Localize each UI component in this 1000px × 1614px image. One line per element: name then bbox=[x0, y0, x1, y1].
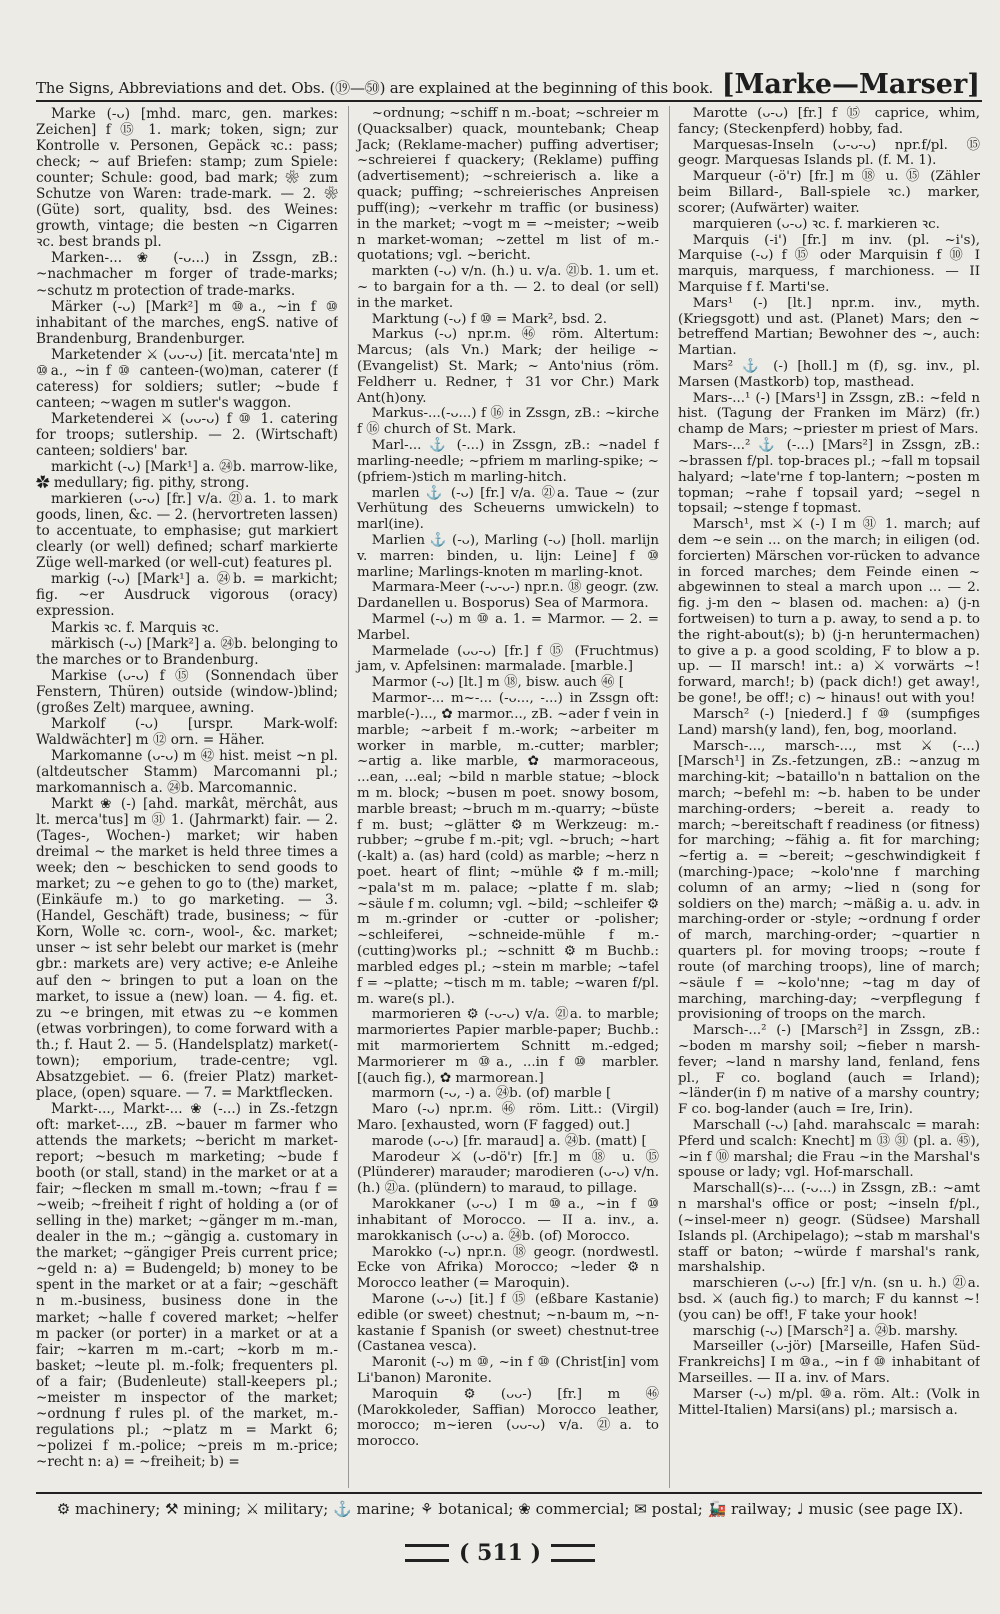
dictionary-entry: Marmelade (ᴗᴗ-ᴗ) [fr.] f ⑮ (Fruchtmus) jam, v. Apfelsinen: marmalade. [marble.] bbox=[357, 643, 659, 675]
dictionary-entry: Markolf (-ᴗ) [urspr. Mark-wolf: Waldwächter] m ⑫ orn. = Häher. bbox=[36, 715, 338, 748]
dictionary-entry: Marser (-ᴗ) m/pl. ⑩a. röm. Alt.: (Volk in Mittel-Italien) Marsi(ans) pl.; marsisch a. bbox=[678, 1386, 980, 1418]
dictionary-entry: Markus (-ᴗ) npr.m. ㊻ röm. Altertum: Marcus; (als Vn.) Mark; der heilige ~ (Evangelist) St. Mark; ~ Anto'nius (röm. Feldherr u. Redner, † 31 vor Chr.) Mark Ant(h)ony. bbox=[357, 327, 659, 406]
dictionary-entry: Mars² ⚓ (-) [holl.] m (f), sg. inv., pl. Marsen (Mastkorb) top, masthead. bbox=[678, 359, 980, 390]
dictionary-entry: Marsch-...² (-) [Marsch²] in Zssgn, zB.: ~boden m marshy soil; ~fieber n marsh-fever; ~land n marshy land, fenland, fens pl., F co. bogland (auch = Irland); ~länder(in f) m native of a marshy country; F co. bog-lander (auch = Ire, Irin). bbox=[678, 1023, 980, 1118]
dictionary-entry: marschieren (ᴗ-ᴗ) [fr.] v/n. (sn u. h.) ㉑a. bsd. ⚔ (auch fig.) to march; F du kannst ~! (you can) be off!, F take your hook! bbox=[678, 1276, 980, 1323]
dictionary-entry: marmorieren ⚙ (-ᴗ-ᴗ) v/a. ㉑a. to marble; marmoriertes Papier marble-paper; Buchb.: mit marmoriertem Schnitt m.-edged; Marmorierer m ⑩a., ...in f ⑩ marbler. [(auch fig.), ✿ marmorean.] bbox=[357, 1007, 659, 1086]
running-head: [Marke—Marser] bbox=[721, 69, 980, 100]
dictionary-entry: Marmor (-ᴗ) [lt.] m ⑱, bisw. auch ㊻ [ bbox=[371, 675, 624, 691]
page-number-block bbox=[0, 1540, 1000, 1566]
dictionary-entry: Marschall(s)-... (-ᴗ...) in Zssgn, zB.: ~amt n marshal's office or post; ~inseln f/pl., (~insel-meer n) geogr. (Südsee) Marshall Islands pl. (Archipelago); ~stab m marshal's staff or baton; ~würde f marshal's rank, marshalship. bbox=[678, 1181, 980, 1276]
page-header bbox=[36, 66, 980, 100]
dictionary-entry: Marktung (-ᴗ) f ⑩ = Mark², bsd. 2. bbox=[371, 311, 608, 327]
dictionary-entry: Marmor-... m~-... (-ᴗ..., -...) in Zssgn oft: marble(-)..., ✿ marmor..., zB. ~ader f vein in marble; ~arbeit f m.-work; ~arbeiter m worker in marble, m.-cutter; marbler; ~artig a. like marble, ✿ marmoraceous, ...ean, ...eal; ~bild n marble statue; ~block m m. block; ~busen m poet. snowy bosom, marble breast; ~bruch m m.-quarry; ~büste f m. bust; ~glätter ⚙ m Werkzeug: m.-rubber; ~grube f m.-pit; vgl. ~bruch; ~hart (-kalt) a. (as) hard (cold) as marble; ~herz n poet. heart of flint; ~mühle ⚙ f m.-mill; ~pala'st m m. palace; ~platte f m. slab; ~säule f m. column; vgl. ~bild; ~schleifer ⚙ m m.-grinder or -cutter or -polisher; ~schleiferei, ~schneide-mühle f m.-(cutting)works pl.; ~schnitt ⚙ m Buchb.: marbled edges pl.; ~stein m marble; ~tafel f = ~platte; ~tisch m m. table; ~waren f/pl. m. ware(s pl.). bbox=[357, 691, 659, 1007]
dictionary-entry: märkisch (-ᴗ) [Mark²] a. ㉔b. belonging to the marches or to Brandenburg. bbox=[36, 635, 338, 668]
dictionary-entry: Maronit (-ᴗ) m ⑩, ~in f ⑩ (Christ[in] vom Li'banon) Maronite. bbox=[357, 1355, 659, 1386]
dictionary-entry: Marotte (ᴗ-ᴗ) [fr.] f ⑮ caprice, whim, fancy; (Steckenpferd) hobby, fad. bbox=[678, 106, 980, 137]
dictionary-entry: Märker (-ᴗ) [Mark²] m ⑩a., ~in f ⑩ inhabitant of the marches, engS. native of Brandenburg, Brandenburger. bbox=[36, 298, 338, 347]
dictionary-entry: Markus-...(-ᴗ...) f ⑯ in Zssgn, zB.: ~kirche f ⑯ church of St. Mark. bbox=[357, 406, 659, 438]
text-columns bbox=[36, 106, 980, 1488]
dictionary-entry: Markt-..., Markt-... ❀ (-...) in Zs.-fetzgn oft: market-..., zB. ~bauer m farmer who attends the markets; ~bericht m market-report; ~besuch m marketing; ~bude f booth (or stall, stand) in the market or at a fair; ~flecken m small m.-town; ~frau f = ~weib; ~freiheit f right of holding a (or of selling in the) market; ~gänger m m.-man, dealer in the m.; ~gängig a. customary in the market; ~gängiger Preis current price; ~geld n: a) = Budengeld; b) money to be spent in the market or at a fair; ~geschäft n m.-business, business done in the market; ~halle f covered market; ~helfer m packer (or porter) in a market or at a fair; ~karren m m.-cart; ~korb m m.-basket; ~leute pl. m.-folk; frequenters pl. of a fair; (Budenleute) stall-keepers pl.; ~meister m inspector of the market; ~ordnung f rules pl. of the market, m.-regulations pl.; ~platz m = Markt 6; ~polizei f m.-police; ~preis m m.-price; ~recht n: a) = ~freiheit; b) = bbox=[36, 1100, 338, 1470]
ornament-left bbox=[405, 1544, 449, 1562]
legend-text: ⚙ machinery; ⚒ mining; ⚔ military; ⚓ marine; ⚘ botanical; ❀ commercial; ✉ postal; 🚂 railway; ♩ music (see page IX). bbox=[56, 1500, 964, 1518]
abbreviations-note: The Signs, Abbreviations and det. Obs. (⑲—㊿) are explained at the beginning of this book. bbox=[36, 79, 714, 97]
dictionary-entry: Marke (-ᴗ) [mhd. marc, gen. markes: Zeichen] f ⑮ 1. mark; token, sign; zur Kontrolle v. Personen, Gepäck ꝛc.: pass; check; ~ auf Briefen: stamp; zum Spiele: counter; Schule: good, bad mark; ❀ zum Schutze von Waren: trade-mark. — 2. ❀ (Güte) sort, quality, bsd. des Weines: growth, vintage; die besten ~n Cigarren ꝛc. best brands pl. bbox=[36, 106, 338, 251]
column-1 bbox=[36, 106, 338, 1488]
dictionary-entry: Mars¹ (-) [lt.] npr.m. inv., myth. (Kriegsgott) und ast. (Planet) Mars; den ~ betreffend Martian; Bewohner des ~, auch: Martian. bbox=[678, 295, 980, 359]
dictionary-entry: Marsch-..., marsch-..., mst ⚔ (-...) [Marsch¹] in Zs.-fetzungen, zB.: ~anzug m marching-kit; ~bataillo'n n battalion on the march; ~befehl m: ~b. haben to be under marching-orders; ~bereit a. ready to march; ~bereitschaft f readiness (or fitness) for marching; ~fähig a. fit for marching; ~fertig a. = ~bereit; ~geschwindigkeit f (marching-)pace; ~kolo'nne f marching column of an army; ~lied n (song for soldiers on the) march; ~mäßig a. u. adv. in marching-order or -style; ~ordnung f order of march, marching-order; ~quartier n quarters pl. for moving troops; ~route f route (of marching troops), line of march; ~säule f = ~kolo'nne; ~tag m day of marching, marching-day; ~verpflegung f provisioning of troops on the march. bbox=[678, 738, 980, 1023]
dictionary-entry: Marketenderei ⚔ (ᴗᴗ-ᴗ) f ⑩ 1. catering for troops; sutlership. — 2. (Wirtschaft) canteen; soldiers' bar. bbox=[36, 410, 338, 459]
dictionary-entry: Marsch² (-) [niederd.] f ⑩ (sumpfiges Land) marsh(y land), fen, bog, moorland. bbox=[678, 706, 980, 738]
column-3 bbox=[669, 106, 980, 1488]
dictionary-entry: Marokko (-ᴗ) npr.n. ⑱ geogr. (nordwestl. Ecke von Afrika) Morocco; ~leder ⚙ n Morocco leather (= Maroquin). bbox=[357, 1244, 659, 1292]
dictionary-entry: marode (ᴗ-ᴗ) [fr. maraud] a. ㉔b. (matt) [ bbox=[371, 1133, 647, 1149]
dictionary-entry: Marsch¹, mst ⚔ (-) I m ㉛ 1. march; auf dem ~e sein ... on the march; in eiligen (od. forcierten) Märschen vor-rücken to advance in forced marches; dem Feinde einen ~ abgewinnen to steal a march upon ... — 2. fig. j-m den ~ blasen od. machen: a) (j-n fortweisen) to turn a p. away, to send a p. to the right-about(s); b) (j-n heruntermachen) to give a p. a good scolding, F to blow a p. up. — II marsch! int.: a) ⚔ vorwärts ~! forward, march!; b) (pack dich!) get away!, be gone!, be off!; c) ~ hinaus! out with you! bbox=[678, 517, 980, 707]
dictionary-entry: Mars-...² ⚓ (-...) [Mars²] in Zssgn, zB.: ~brassen f/pl. top-braces pl.; ~fall m topsail halyard; ~late'rne f top-lantern; ~posten m topman; ~rahe f topsail yard; ~segel n topsail; ~stenge f topmast. bbox=[678, 438, 980, 517]
symbol-legend bbox=[40, 1500, 980, 1518]
dictionary-entry: marmorn (-ᴗ, -) a. ㉔b. (of) marble [ bbox=[371, 1086, 612, 1102]
dictionary-entry: Marodeur ⚔ (ᴗ-dö'r) [fr.] m ⑱ u. ⑮ (Plünderer) marauder; marodieren (ᴗ-ᴗ) v/n. (h.) ㉑a. (plündern) to maraud, to pillage. bbox=[357, 1149, 659, 1197]
dictionary-entry: markig (-ᴗ) [Mark¹] a. ㉔b. = markicht; fig. ~er Ausdruck vigorous (oracy) expression. bbox=[36, 571, 338, 620]
dictionary-entry: Marmel (-ᴗ) m ⑩ a. 1. = Marmor. — 2. = Marbel. bbox=[357, 612, 659, 643]
dictionary-entry: Marketender ⚔ (ᴗᴗ-ᴗ) [it. mercata'nte] m ⑩a., ~in f ⑩ canteen-(wo)man, caterer (f cateress) for soldiers; sutler; ~bude f canteen; ~wagen m sutler's waggon. bbox=[36, 346, 338, 411]
ornament-right bbox=[551, 1544, 595, 1562]
dictionary-entry: marschig (-ᴗ) [Marsch²] a. ㉔b. marshy. bbox=[692, 1323, 958, 1339]
dictionary-entry: Marseiller (ᴗ-jör) [Marseille, Hafen Süd-Frankreichs] I m ⑩a., ~in f ⑩ inhabitant of Marseilles. — II a. inv. of Mars. bbox=[678, 1339, 980, 1386]
dictionary-entry: Markise (ᴗ-ᴗ) f ⑮ (Sonnendach über Fenstern, Thüren) outside (window-)blind; (großes Zelt) marquee, awning. bbox=[36, 667, 338, 716]
dictionary-entry: Marqueur (-ö'r) [fr.] m ⑱ u. ⑮ (Zähler beim Billard-, Ball-spiele ꝛc.) marker, scorer; (Aufwärter) waiter. bbox=[678, 169, 980, 216]
dictionary-entry: Marokkaner (ᴗ-ᴗ) I m ⑩a., ~in f ⑩ inhabitant of Morocco. — II a. inv., a. marokkanisch (ᴗ-ᴗ) a. ㉔b. (of) Morocco. bbox=[357, 1197, 659, 1244]
column-2 bbox=[348, 106, 659, 1488]
dictionary-entry: markieren (ᴗ-ᴗ) [fr.] v/a. ㉑a. 1. to mark goods, linen, &c. — 2. (hervortreten lassen) to accentuate, to emphasise; gut markiert clearly (or well) defined; scharf markierte Züge well-marked (or well-cut) features pl. bbox=[36, 491, 338, 572]
dictionary-entry: marlen ⚓ (-ᴗ) [fr.] v/a. ㉑a. Taue ~ (zur Verhütung des Scheuerns umwickeln) to marl(ine). bbox=[357, 485, 659, 533]
dictionary-entry: ~ordnung; ~schiff n m.-boat; ~schreier m (Quacksalber) quack, mountebank; Cheap Jack; (Reklame-macher) puffing advertiser; ~schreierei f quackery; (Reklame) puffing (advertisement); ~schreierisch a. like a quack; puffing; ~schreierisches Anpreisen puff(ing); ~verkehr m traffic (or business) in the market; ~vogt m = ~meister; ~weib n market-woman; ~zettel m list of m.-quotations; vgl. ~bericht. bbox=[357, 106, 659, 264]
dictionary-entry: Mars-...¹ (-) [Mars¹] in Zssgn, zB.: ~feld n hist. (Tagung der Franken im März) (fr.) champ de Mars; ~priester m priest of Mars. bbox=[678, 390, 980, 438]
dictionary-entry: Markt ❀ (-) [ahd. markât, mërchât, aus lt. merca'tus] m ㉛ 1. (Jahrmarkt) fair. — 2. (Tages-, Wochen-) market; wir haben dreimal ~ the market is held three times a week; den ~ beschicken to send goods to market; zu ~e gehen to go to (the) market, (Einkäufe m.) to go marketing. — 3. (Handel, Geschäft) trade, business; ~ für Korn, Wolle ꝛc. corn-, wool-, &c. market; unser ~ ist sehr belebt our market is (mehr gbr.: markets are) very active; e-e Anleihe auf den ~ bringen to put a loan on the market, to issue a (new) loan. — 4. fig. et. zu ~e bringen, mit etwas zu ~e kommen (etwas vorbringen), to come forward with a th.; f. Haut 2. — 5. (Handelsplatz) market(-town); emporium, trade-centre; vgl. Absatzgebiet. — 6. (freier Platz) market-place, (open) square. — 7. = Marktflecken. bbox=[36, 796, 338, 1101]
dictionary-entry: Marone (ᴗ-ᴗ) [it.] f ⑮ (eßbare Kastanie) edible (or sweet) chestnut; ~n-baum m, ~n-kastanie f Spanish (or sweet) chestnut-tree (Castanea vesca). bbox=[357, 1291, 659, 1355]
dictionary-entry: markten (-ᴗ) v/n. (h.) u. v/a. ㉑b. 1. um et. ~ to bargain for a th. — 2. to deal (or sell) in the market. bbox=[357, 264, 659, 311]
dictionary-entry: Marl-... ⚓ (-...) in Zssgn, zB.: ~nadel f marling-needle; ~pfriem m marling-spike; ~(pfriem-)stich m marling-hitch. bbox=[357, 438, 659, 485]
dictionary-entry: Markis ꝛc. f. Marquis ꝛc. bbox=[50, 619, 220, 636]
footer-rule bbox=[36, 1492, 982, 1494]
dictionary-entry: Maro (-ᴗ) npr.m. ㊻ röm. Litt.: (Virgil) Maro. [exhausted, worn (F fagged) out.] bbox=[357, 1102, 659, 1133]
dictionary-entry: Markomanne (ᴗ-ᴗ) m ㊷ hist. meist ~n pl. (altdeutscher Stamm) Marcomanni pl.; markomannisch a. ㉔b. Marcomannic. bbox=[36, 747, 338, 796]
dictionary-entry: marquieren (ᴗ-ᴗ) ꝛc. f. markieren ꝛc. bbox=[692, 216, 940, 232]
dictionary-entry: Marquis (-i') [fr.] m inv. (pl. ~i's), Marquise (-ᴗ) f ⑮ oder Marquisin f ⑩ I marquis, marquess, f marchioness. — II Marquise f f. Marti'se. bbox=[678, 232, 980, 295]
dictionary-entry: Marlien ⚓ (-ᴗ), Marling (-ᴗ) [holl. marlijn v. marren: binden, u. lijn: Leine] f ⑩ marline; Marlings-knoten m marling-knot. bbox=[357, 532, 659, 580]
page-number: ( 511 ) bbox=[458, 1540, 542, 1566]
dictionary-entry: Maroquin ⚙ (ᴗᴗ-) [fr.] m ㊻ (Marokkoleder, Saffian) Morocco leather, morocco; m~ieren (ᴗᴗ-ᴗ) v/a. ㉑a. to morocco. bbox=[357, 1386, 659, 1450]
dictionary-entry: Marschall (-ᴗ) [ahd. marahscalc = marah: Pferd und scalch: Knecht] m ⑬ ㉛ (pl. a. ㊺), ~in f ⑩ marshal; die Frau ~in the Marshal's spouse or lady; vgl. Hof-marschall. bbox=[678, 1118, 980, 1181]
header-rule bbox=[36, 100, 982, 102]
dictionary-entry: Marken-... ❀ (-ᴗ...) in Zssgn, zB.: ~nachmacher m forger of trade-marks; ~schutz m protection of trade-marks. bbox=[36, 250, 338, 299]
dictionary-entry: markicht (-ᴗ) [Mark¹] a. ㉔b. marrow-like, ✿ medullary; fig. pithy, strong. bbox=[36, 459, 338, 492]
dictionary-entry: Marquesas-Inseln (ᴗ-ᴗ-ᴗ) npr.f/pl. ⑮ geogr. Marquesas Islands pl. (f. M. 1). bbox=[678, 137, 980, 169]
dictionary-entry: Marmara-Meer (-ᴗ-ᴗ-) npr.n. ⑱ geogr. (zw. Dardanellen u. Bosporus) Sea of Marmora. bbox=[357, 580, 659, 612]
